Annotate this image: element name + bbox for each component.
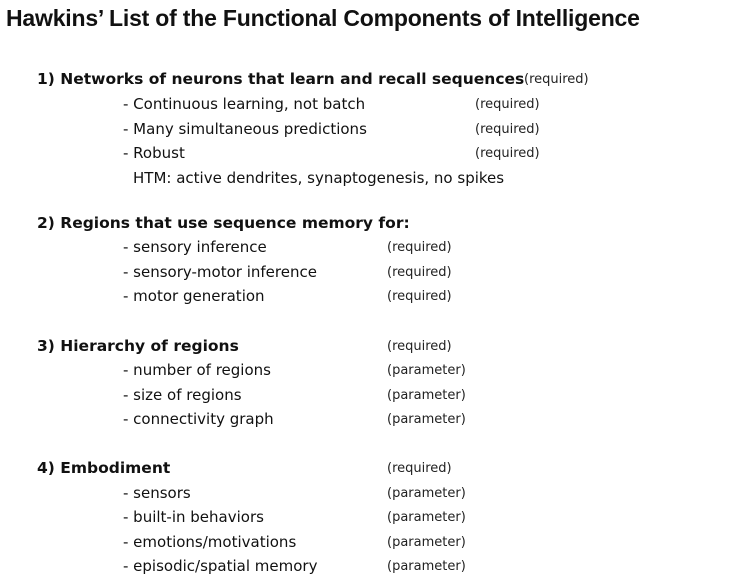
section-1-item-2-tag: (required) — [475, 122, 540, 137]
section-4-item-3: - emotions/motivations — [123, 533, 297, 551]
section-1-item-2: - Many simultaneous predictions — [123, 120, 367, 138]
section-3-item-2-tag: (parameter) — [387, 388, 466, 403]
section-1-item-3: - Robust — [123, 144, 185, 162]
section-3-item-3-tag: (parameter) — [387, 412, 466, 427]
section-4-item-2: - built-in behaviors — [123, 508, 264, 526]
section-1-heading: 1) Networks of neurons that learn and recall sequences — [37, 70, 525, 88]
section-4-item-1-tag: (parameter) — [387, 486, 466, 501]
section-2-item-1-tag: (required) — [387, 240, 452, 255]
section-3-item-3: - connectivity graph — [123, 410, 274, 428]
section-2-item-3: - motor generation — [123, 287, 265, 305]
section-3-heading: 3) Hierarchy of regions — [37, 337, 239, 355]
section-4-item-1: - sensors — [123, 484, 191, 502]
section-2-item-1: - sensory inference — [123, 238, 267, 256]
section-1-item-1-tag: (required) — [475, 97, 540, 112]
section-4-item-4: - episodic/spatial memory — [123, 557, 318, 575]
section-2-item-2: - sensory-motor inference — [123, 263, 317, 281]
section-4-item-4-tag: (parameter) — [387, 559, 466, 574]
section-2-item-2-tag: (required) — [387, 265, 452, 280]
section-1-tag: (required) — [524, 72, 589, 87]
section-1-note: HTM: active dendrites, synaptogenesis, no spikes — [133, 169, 505, 187]
section-1-item-3-tag: (required) — [475, 146, 540, 161]
section-4-heading: 4) Embodiment — [37, 459, 171, 477]
section-4-tag: (required) — [387, 461, 452, 476]
section-4-item-3-tag: (parameter) — [387, 535, 466, 550]
section-3-tag: (required) — [387, 339, 452, 354]
section-3-item-1: - number of regions — [123, 361, 271, 379]
section-2-heading: 2) Regions that use sequence memory for: — [37, 214, 410, 232]
page-title: Hawkins’ List of the Functional Components of Intelligence — [6, 5, 640, 31]
section-2-item-3-tag: (required) — [387, 289, 452, 304]
section-4-item-2-tag: (parameter) — [387, 510, 466, 525]
section-1-item-1: - Continuous learning, not batch — [123, 95, 366, 113]
section-3-item-2: - size of regions — [123, 386, 242, 404]
section-3-item-1-tag: (parameter) — [387, 363, 466, 378]
